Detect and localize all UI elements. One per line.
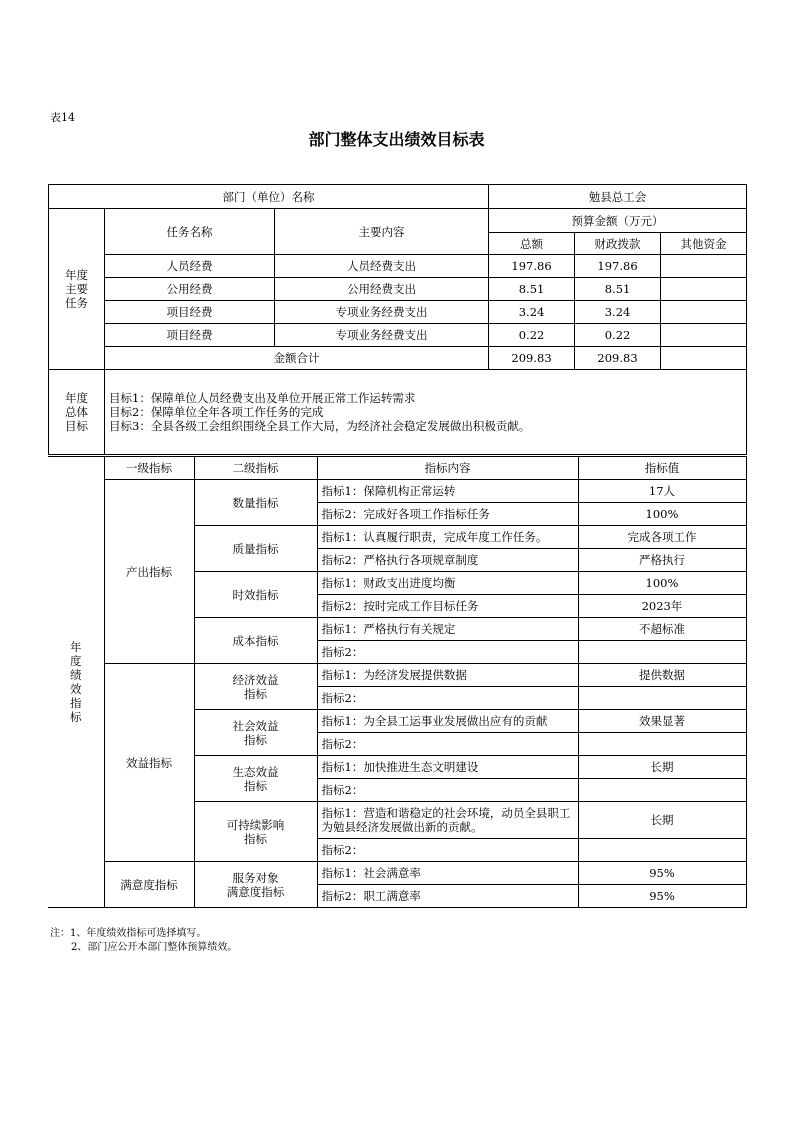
- sum-row: [49, 347, 747, 370]
- table-label: 表14: [50, 111, 75, 124]
- indicator-value: 95%: [578, 862, 746, 885]
- indicator-content: 指标2：严格执行各项规章制度: [317, 549, 578, 572]
- indicator-value: [578, 779, 746, 802]
- col-budget: 预算金额（万元）: [489, 209, 747, 233]
- task-content: 专项业务经费支出: [275, 301, 489, 324]
- indicator-content: 指标1：社会满意率: [317, 862, 578, 885]
- note-line: 2、部门应公开本部门整体预算绩效。: [71, 942, 238, 953]
- indicator-content: 指标2：: [317, 733, 578, 756]
- indicator-content: 指标2：完成好各项工作指标任务: [317, 503, 578, 526]
- indicator-content: 指标2：: [317, 779, 578, 802]
- task-row: [49, 324, 747, 347]
- indicator-content: 指标2：: [317, 839, 578, 862]
- col-other: 其他资金: [661, 233, 747, 255]
- task-other: [661, 255, 747, 278]
- goals-section-label: 年度 总体 目标: [49, 370, 105, 455]
- indicator-content: 指标2：职工满意率: [317, 885, 578, 908]
- task-content: 专项业务经费支出: [275, 324, 489, 347]
- level1-output: 产出指标: [104, 480, 194, 664]
- indicator-content: 指标2：: [317, 641, 578, 664]
- indicator-content: 指标2：按时完成工作目标任务: [317, 595, 578, 618]
- task-total: 8.51: [489, 278, 575, 301]
- col-total: 总额: [489, 233, 575, 255]
- task-row: [49, 255, 747, 278]
- indicator-value: 不超标准: [578, 618, 746, 641]
- level2-ecological: 生态效益 指标: [194, 756, 317, 802]
- col-main-content: 主要内容: [275, 209, 489, 255]
- col-fiscal: 财政拨款: [575, 233, 661, 255]
- indicator-value: 完成各项工作: [578, 526, 746, 549]
- goal-line: 目标3：全县各级工会组织围绕全县工作大局，为经济社会稳定发展做出积极贡献。: [109, 419, 531, 433]
- indicator-content: 指标1：认真履行职责，完成年度工作任务。: [317, 526, 578, 549]
- indicator-value: 长期: [578, 756, 746, 779]
- indicators-section-label: 年 度 绩 效 指 标: [48, 457, 104, 908]
- goal-line: 目标2：保障单位全年各项工作任务的完成: [109, 405, 324, 419]
- indicator-content: 指标1：财政支出进度均衡: [317, 572, 578, 595]
- indicator-content: 指标2：: [317, 687, 578, 710]
- indicator-content: 指标1：严格执行有关规定: [317, 618, 578, 641]
- indicator-value: 提供数据: [578, 664, 746, 687]
- level2-social: 社会效益 指标: [194, 710, 317, 756]
- task-other: [661, 278, 747, 301]
- tasks-section-label: 年度 主要 任务: [49, 209, 105, 370]
- indicator-value: 95%: [578, 885, 746, 908]
- level2-timeliness: 时效指标: [194, 572, 317, 618]
- indicator-table: [48, 456, 747, 908]
- task-other: [661, 301, 747, 324]
- task-name: 公用经费: [105, 278, 275, 301]
- indicator-content: 指标1：为全县工运事业发展做出应有的贡献: [317, 710, 578, 733]
- level2-cost: 成本指标: [194, 618, 317, 664]
- task-fiscal: 8.51: [575, 278, 661, 301]
- note-line: 注：1、年度绩效指标可选择填写。: [50, 928, 207, 939]
- task-name: 人员经费: [105, 255, 275, 278]
- col-level1: 一级指标: [104, 457, 194, 480]
- task-fiscal: 197.86: [575, 255, 661, 278]
- indicator-value: 长期: [578, 802, 746, 839]
- indicator-value: 效果显著: [578, 710, 746, 733]
- budget-table: [48, 184, 747, 455]
- indicator-content: 指标1：加快推进生态文明建设: [317, 756, 578, 779]
- indicator-content: 指标1：保障机构正常运转: [317, 480, 578, 503]
- sum-other: [661, 347, 747, 370]
- task-name: 项目经费: [105, 301, 275, 324]
- task-name: 项目经费: [105, 324, 275, 347]
- task-fiscal: 3.24: [575, 301, 661, 324]
- sum-total: 209.83: [489, 347, 575, 370]
- col-level2: 二级指标: [194, 457, 317, 480]
- level1-benefit: 效益指标: [104, 664, 194, 862]
- indicator-value: [578, 839, 746, 862]
- col-indicator-content: 指标内容: [317, 457, 578, 480]
- indicator-content: 指标1：营造和谐稳定的社会环境，动员全县职工为勉县经济发展做出新的贡献。: [317, 802, 578, 839]
- task-total: 3.24: [489, 301, 575, 324]
- task-content: 公用经费支出: [275, 278, 489, 301]
- indicator-value: [578, 687, 746, 710]
- level2-quality: 质量指标: [194, 526, 317, 572]
- indicator-value: 严格执行: [578, 549, 746, 572]
- task-total: 0.22: [489, 324, 575, 347]
- level2-quantity: 数量指标: [194, 480, 317, 526]
- page-title: 部门整体支出绩效目标表: [308, 130, 485, 149]
- goal-line: 目标1：保障单位人员经费支出及单位开展正常工作运转需求: [109, 391, 416, 405]
- indicator-value: 17人: [578, 480, 746, 503]
- task-row: [49, 278, 747, 301]
- task-content: 人员经费支出: [275, 255, 489, 278]
- task-total: 197.86: [489, 255, 575, 278]
- indicator-value: 2023年: [578, 595, 746, 618]
- indicator-value: [578, 733, 746, 756]
- sum-label: 金额合计: [105, 347, 489, 370]
- indicator-content: 指标1：为经济发展提供数据: [317, 664, 578, 687]
- col-indicator-value: 指标值: [578, 457, 746, 480]
- dept-value: 勉县总工会: [489, 185, 747, 209]
- task-other: [661, 324, 747, 347]
- level2-sustainable: 可持续影响 指标: [194, 802, 317, 862]
- level2-service: 服务对象 满意度指标: [194, 862, 317, 908]
- goals-text: [105, 370, 747, 455]
- indicator-value: 100%: [578, 503, 746, 526]
- indicator-value: 100%: [578, 572, 746, 595]
- dept-label: 部门（单位）名称: [49, 185, 489, 209]
- level2-economic: 经济效益 指标: [194, 664, 317, 710]
- task-row: [49, 301, 747, 324]
- col-task-name: 任务名称: [105, 209, 275, 255]
- task-fiscal: 0.22: [575, 324, 661, 347]
- sum-fiscal: 209.83: [575, 347, 661, 370]
- indicator-value: [578, 641, 746, 664]
- level1-satisfaction: 满意度指标: [104, 862, 194, 908]
